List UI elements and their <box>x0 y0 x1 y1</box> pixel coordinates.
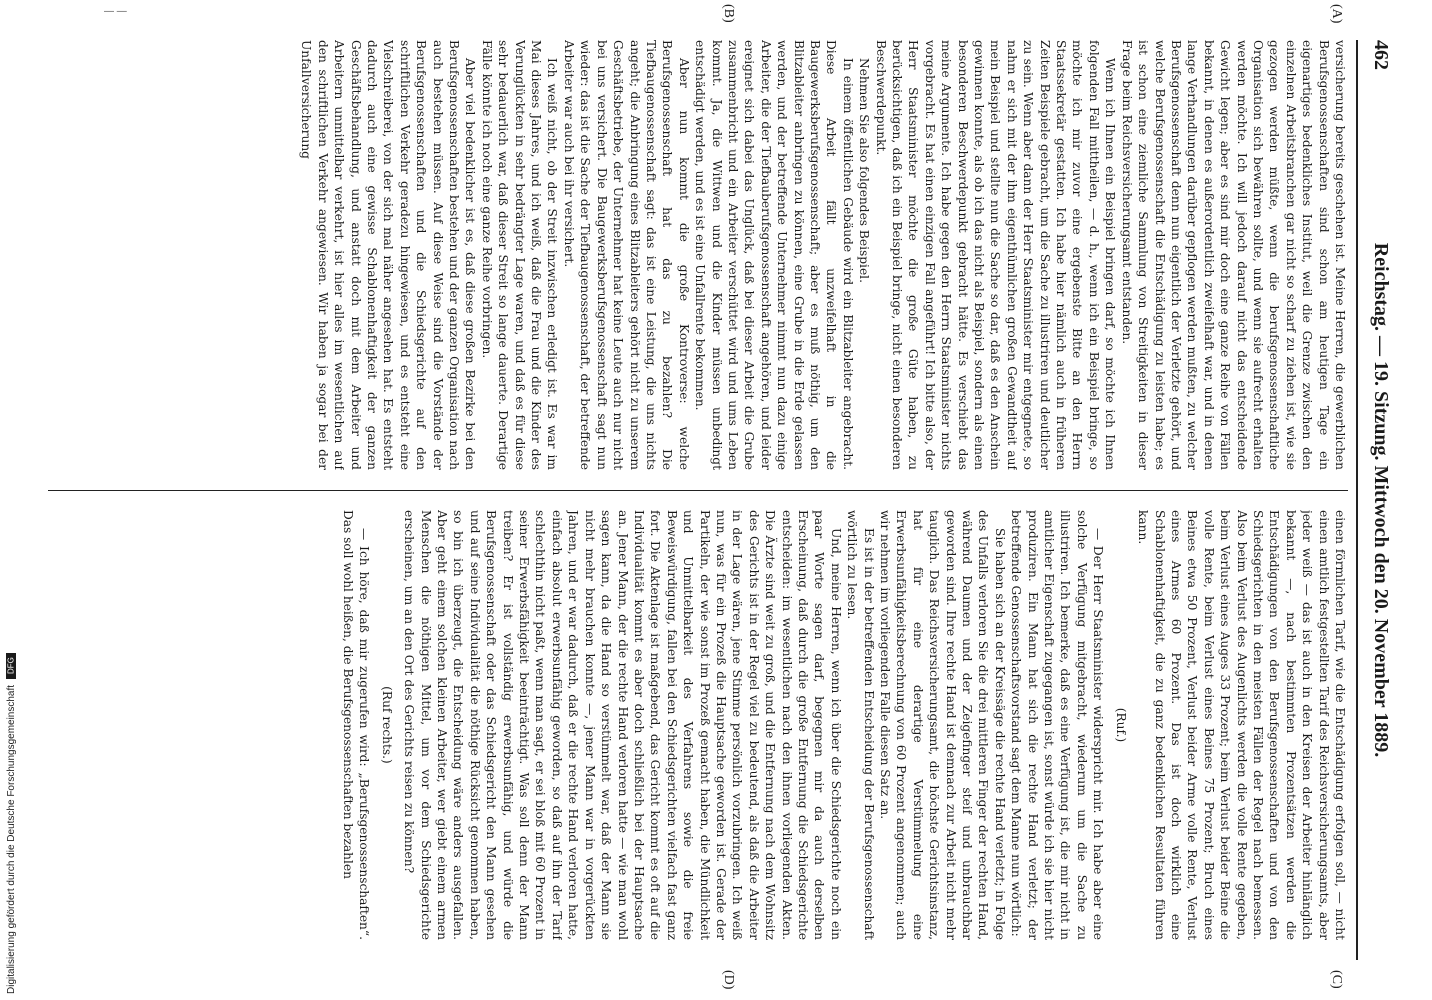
left-column <box>48 40 1348 470</box>
paragraph: Und, meine Herren, wenn ich über die Schiedsgerichte noch ein paar Worte sagen darf, begegnen mir da auch derselben Erscheinung, daß durch die große Entfernung die Schiedsgerichte entscheiden: im wesentlichen nach den ihnen vorliegenden Akten. Die Ärzte sind weit zu groß, und die Entfernung nach dem Wohnsitz des Gerichts ist in der Regel viel zu bedeutend, als daß die Arbeiter in der Lage wären, jene Stimme persönlich vorzubringen. Ich weiß nun, was für ein Prozeß die Hauptsache geworden ist. Gerade der Partikeln, der wie sonst im Prozeß gemacht haben, die Mündlichkeit und Unmittelbarkeit des Verfahrens sowie die freie Beweiswürdigung, fallen bei den Schiedsgerichten vielfach fast ganz fort. Die Aktenlage ist maßgebend, das Gericht kommt es oft auf die Individualität kommt es aber doch schließlich bei der Hauptsache an. Jener Mann, der die rechte Hand verloren hatte — wie man wohl sagen kann, da die Hand so verstümmelt war, daß der Mann sie nicht mehr brauchen konnte —, jener Mann war in vorgerückten Jahren, und er war dadurch, daß er die rechte Hand verloren hatte, einfach absolut erwerbsunfähig geworden, so daß auf ihn der Tarif schlechthin nicht paßt, wenn man sagt, er sei bloß mit 60 Prozent in seiner Erwerbsfähigkeit beeinträchtigt. Was soll denn der Mann treiben? Er ist vollständig erwerbsunfähig, und würde die Berufsgenossenschaft oder das Schiedsgericht den Mann gesehen und auf seine Individualität die nöthige Rücksicht genommen haben, so bin ich überzeugt, die Entscheidung wäre anders ausgefallen. Aber geht einem solchen kleinen Arbeiter, wer giebt einem armen Menschen die nöthigen Mittel, um vor dem Schiedsgerichte erscheinen, um an den Ort des Gerichts reisen zu können? <box>402 510 843 940</box>
paragraph: — Ich höre, daß mir zugerufen wird: „Berufsgenossenschaften“. Das soll wohl heißen, die Berufsgenossenschaften bezahlen <box>341 510 372 940</box>
column-rule <box>48 490 1348 491</box>
digitization-footer <box>6 574 17 994</box>
margin-marker-b: (B) <box>721 4 736 23</box>
interjection: (Ruf.) <box>1113 707 1128 743</box>
right-column <box>48 510 1348 940</box>
quoted-paragraph: Sie haben sich an der Kreissäge die rechte Hand verletzt; in Folge des Unfalls verloren Sie die drei mittleren Finger der rechten Hand, während Daumen und der Zeigefinger steif und unbrauchbar geworden sind. Ihre rechte Hand ist demnach zur Arbeit nicht mehr tauglich. Das Reichsversicherungsamt, die höchste Gerichtsinstanz, hat für eine derartige Verstümmelung eine Erwerbsunfähigkeitsberechnung von 60 Prozent angenommen; auch wir nehmen im vorliegenden Falle diesen Satz an. <box>878 510 1007 940</box>
rotated-content <box>36 4 1396 990</box>
paragraph: Aber viel bedenklicher ist es, daß diese großen Bezirke bei den Berufsgenossenschaften bestehen und der ganzen Organisation nach auch bestehen müssen. Auf diese Weise sind die Vorstände der Berufsgenossenschaften und die Schiedsgerichte auf den schriftlichen Verkehr geradezu hingewiesen, und es entsteht eine Vielschreiberei, von der sich mal näher angesehen hat. Es entsteht dadurch auch eine gewisse Schablonenhaftigkeit der ganzen Geschäftsbehandlung, und anstatt doch mit dem Arbeiter und Arbeitern unmittelbar verkehrt, ist hier alles im wesentlichen auf den schriftlichen Verkehr angewiesen. Wir haben ja sogar bei der Unfallversicherung <box>299 40 478 470</box>
paragraph: Es ist in der betreffenden Entscheidung der Berufsgenossenschaft wörtlich zu lesen. <box>845 510 876 940</box>
page-title: Reichstag. — 19. Sitzung. Mittwoch den 20. November 1889. <box>1370 242 1392 758</box>
paragraph: versicherung bereits geschehen ist. Meine Herren, die gewerblichen Berufsgenossenschaften sind schon am heutigen Tage ein eigenartiges bedenkliches Institut, weil die Grenze zwischen den einzelnen Arbeitsbranchen gar nicht so scharf zu ziehen ist, wie sie gezogen werden müßte, wenn die berufsgenossenschaftliche Organisation sich bewähren sollte, und wenn sie aufrecht erhalten werden möchte. Ich will jedoch darauf nicht das entscheidende Gewicht legen; aber es sind mir doch eine ganze Reihe von Fällen bekannt, in denen es außerordentlich zweifelhaft war, und in denen lange Verhandlungen darüber gepflogen werden mußten, zu welcher Berufsgenossenschaft denn nun eigentlich der Verletzte gehört, und welche Berufsgenossenschaft die Entschädigung zu leisten habe; es ist schon eine ziemliche Sammlung von Streitigkeiten in dieser Frage beim Reichsversicherungsamt entstanden. <box>1119 40 1347 470</box>
page-header <box>1356 40 1396 960</box>
paragraph: Ich weiß nicht, ob der Streit inzwischen erledigt ist. Es war im Mai dieses Jahres, und ich weiß, daß die Frau und die Kinder des Verunglückten in sehr bedrängter Lage waren, und daß es für diese sehr bedauerlich war, daß dieser Streit so lange dauerte. Derartige Fälle könnte ich noch eine ganze Reihe vorbringen. <box>479 40 560 470</box>
paragraph: einen förmlichen Tarif, wie die Entschädigung erfolgen soll, — nicht einen amtlich festgestellten Tarif des Reichsversicherungsamts, aber jeder weiß — das ist auch in den Kreisen der Arbeiter hinlänglich bekannt —, nach bestimmten Prozentsätzen werden die Entschädigungen von den Berufsgenossenschaften und von den Schiedsgerichten in den meisten Fällen der Regel nach bemessen. Also beim Verlust des Augenlichts werden die volle Rente gegeben, beim Verlust eines Auges 33 Prozent; beim Verlust beider Beine die volle Rente, beim Verlust eines Beines 75 Prozent; Bruch eines Beines etwa 50 Prozent, Verlust beider Arme volle Rente, Verlust eines Armes 60 Prozent. Das ist doch wirklich eine Schablonenhaftigkeit, die zu ganz bedenklichen Resultaten führen kann. <box>1136 510 1347 940</box>
interjection: (Ruf rechts.) <box>379 686 394 764</box>
paragraph: Wenn ich Ihnen ein Beispiel bringen darf, so möchte ich Ihnen folgenden Fall mittheilen, — d. h., wenn ich ein Beispiel bringe, so möchte ich mir zuvor eine ergebenste Bitte an den Herrn Staatssekretär gestatten. Ich habe hier nämlich auch in früheren Zeiten Beispiele gebracht, um die Sache zu illustriren und deutlicher zu sein. Wenn aber dann der Herr Staatsminister mir entgegnete, so nahm er sich mit der ihm eigenthümlichen großen Gewandtheit auf mein Beispiel und stellte nun die Sache so dar, daß es den Anschein gewinnen konnte, als ob ich das nicht als Beispiel, sondern als einen besonderen Beschwerdepunkt gebracht hätte. Es verschiebt das meine Argumente. Ich habe gegen den Herrn Staatsminister nichts vorgebracht. Es hat einen einzigen Fall angeführt! Ich bitte also, der Herr Staatsminister möchte die große Güte haben, zu berücksichtigen, daß ich ein Beispiel bringe, nicht einen besonderen Beschwerdepunkt. <box>873 40 1118 470</box>
paragraph: Nehmen Sie also folgendes Beispiel. <box>857 58 872 283</box>
margin-marker-a: (A) <box>1329 4 1344 24</box>
page-number: 462 <box>1370 40 1392 70</box>
margin-marker-c: (C) <box>1329 970 1344 989</box>
dfg-logo: DFG <box>7 653 17 679</box>
header-rule <box>1356 40 1358 960</box>
margin-marker-d: (D) <box>721 970 736 990</box>
corner-mark: — — <box>104 6 127 17</box>
paragraph: Aber nun kommt die große Kontroverse: welche Berufsgenossenschaft hat das zu bezahlen? Die Tiefbaugenossenschaft sagt: das ist eine Leistung, die uns nichts angeht; die Anbringung eines Blitzableiters gehört nicht zu unserem Geschäftsbetriebe, der Unternehmer hat keine Leute auch nur nicht bei uns versichert. Die Baugewerksberufsgenossenschaft sagt nun wieder: das ist die Sache der Tiefbaugenossenschaft, der betreffende Arbeiter war auch bei ihr versichert. <box>561 40 691 470</box>
footer-text: Digitalisierung gefördert durch die Deutsche Forschungsgemeinschaft <box>6 684 17 994</box>
paragraph: In einem öffentlichen Gebäude wird ein Blitzableiter angebracht. Diese Arbeit fällt unzweifelhaft in die Baugewerksberufsgenossenschaft; aber es muß nöthig, um den Blitzableiter anbringen zu können, eine Grube in die Erde gelassen werden, und der betreffende Unternehmer nimmt nun dazu einige Arbeiter, die der Tiefbauberufsgenossenschaft angehören, und leider ereignet sich dabei das Unglück, daß bei dieser Arbeit die Grube zusammenbricht und ein Arbeiter verschüttet wird und ums Leben kommt. Ja, die Wittwen und die Kinder müssen unbedingt entschädigt werden, und es ist eine Unfallrente bekommen. <box>693 40 855 470</box>
paragraph: — Der Herr Staatsminister widerspricht mir. Ich habe aber eine solche Verfügung mitgebracht, wiederum um die Sache zu illustriren. Ich bemerke, daß es eine Verfügung ist, die mir nicht in amtlicher Eigenschaft zugegangen ist, sonst würde ich sie hier nicht produziren. Ein Mann hat sich die rechte Hand verletzt; der betreffende Genossenschaftsvorstand sagt dem Manne nun wörtlich: <box>1009 510 1106 940</box>
